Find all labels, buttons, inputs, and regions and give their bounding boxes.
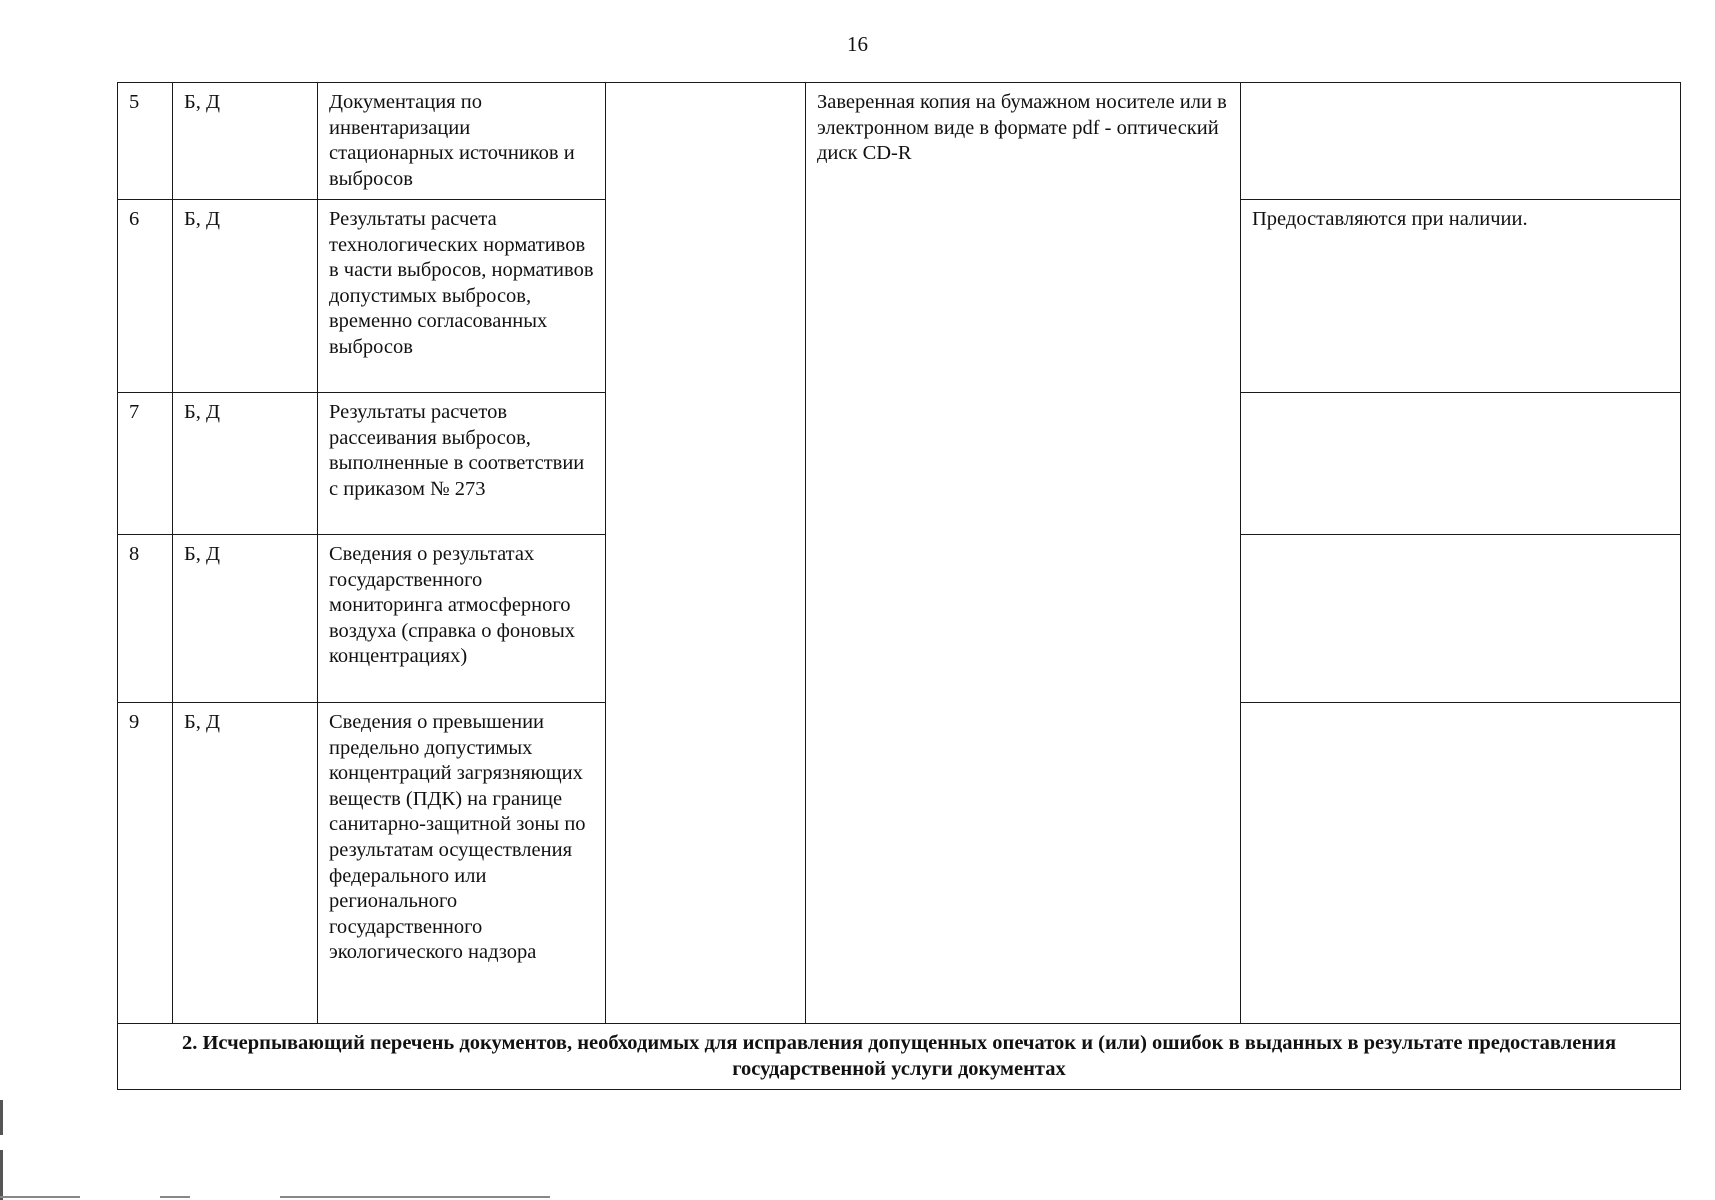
row-number: 7 xyxy=(118,393,173,535)
scan-edge-line xyxy=(0,1196,80,1198)
row-note xyxy=(1241,535,1681,703)
scan-edge-line xyxy=(160,1196,190,1198)
scan-edge-line xyxy=(280,1196,550,1198)
row-note: Предоставляются при наличии. xyxy=(1241,200,1681,393)
row-number: 8 xyxy=(118,535,173,703)
row-note xyxy=(1241,393,1681,535)
scan-edge-mark xyxy=(0,1150,3,1200)
row-category: Б, Д xyxy=(173,200,318,393)
submission-form-cell: Заверенная копия на бумажном носителе или в электронном виде в формате pdf - оптический диск CD-R xyxy=(806,83,1241,1024)
row-category: Б, Д xyxy=(173,535,318,703)
row-document-name: Сведения о результатах государственного мониторинга атмосферного воздуха (справка о фоновых концентрациях) xyxy=(318,535,606,703)
row-document-name: Результаты расчета технологических нормативов в части выбросов, нормативов допустимых выбросов, временно согласованных выбросов xyxy=(318,200,606,393)
documents-table xyxy=(117,82,1681,1090)
row-number: 9 xyxy=(118,703,173,1024)
row-document-name: Документация по инвентаризации стационарных источников и выбросов xyxy=(318,83,606,200)
section-heading-row xyxy=(118,1024,1681,1090)
row-note xyxy=(1241,703,1681,1024)
row-category: Б, Д xyxy=(173,83,318,200)
row-category: Б, Д xyxy=(173,703,318,1024)
row-note xyxy=(1241,83,1681,200)
row-number: 5 xyxy=(118,83,173,200)
table-row xyxy=(118,83,1681,200)
section-heading: 2. Исчерпывающий перечень документов, необходимых для исправления допущенных опечаток и (или) ошибок в выданных в результате предоставления государственной услуги документах xyxy=(118,1024,1681,1090)
row-number: 6 xyxy=(118,200,173,393)
blank-cell xyxy=(606,83,806,1024)
row-document-name: Сведения о превышении предельно допустимых концентраций загрязняющих веществ (ПДК) на границе санитарно-защитной зоны по результатам осуществления федерального или регионального государственного экологического надзора xyxy=(318,703,606,1024)
row-category: Б, Д xyxy=(173,393,318,535)
row-document-name: Результаты расчетов рассеивания выбросов, выполненные в соответствии с приказом № 273 xyxy=(318,393,606,535)
scan-edge-mark xyxy=(0,1100,3,1135)
page-number: 16 xyxy=(847,32,868,56)
